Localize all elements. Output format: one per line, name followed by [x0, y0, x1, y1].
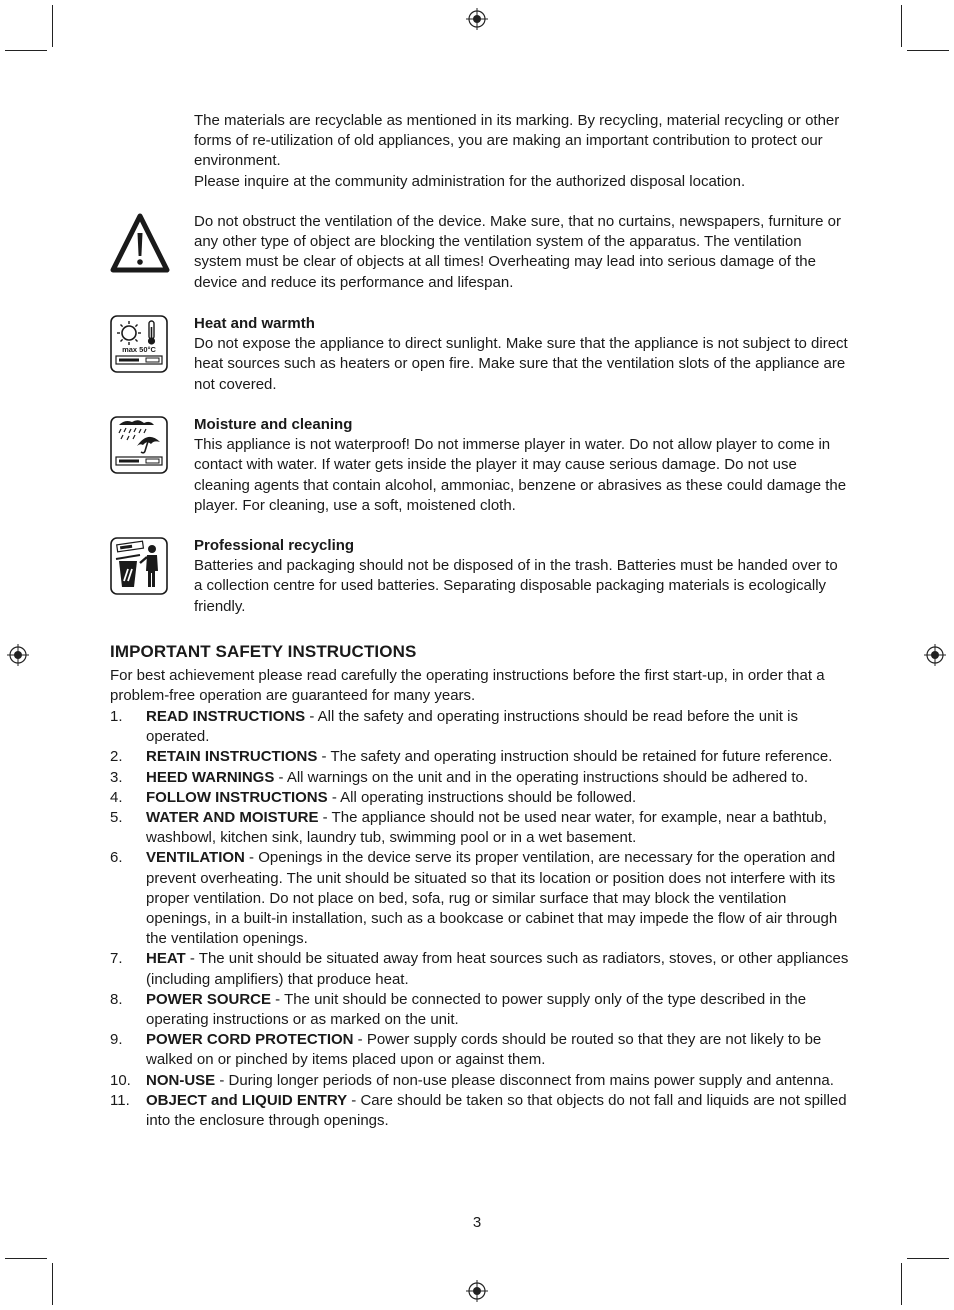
moisture-title: Moisture and cleaning — [194, 416, 353, 433]
safety-item-text: - The appliance should not be used near water, for example, near a bathtub, washbowl, kitchen sink, laundry tub, swimming pool or in a wet basement. — [146, 809, 827, 847]
safety-item-text: - All the safety and operating instructions should be read before the unit is operated. — [146, 708, 798, 746]
safety-item-text: - The unit should be connected to power supply only of the type described in the operating instructions or as marked on the unit. — [146, 990, 807, 1029]
safety-item-text: - All warnings on the unit and in the operating instructions should be adhered to. — [274, 768, 809, 786]
safety-item-keyword: HEED WARNINGS — [146, 768, 275, 786]
safety-item-body — [146, 949, 850, 989]
safety-item-text: - During longer periods of non-use please disconnect from mains power supply and antenna. — [215, 1071, 834, 1089]
safety-item-body — [146, 768, 850, 788]
heat-sun-thermometer-icon — [110, 315, 168, 373]
safety-item-keyword: POWER CORD PROTECTION — [146, 1031, 354, 1049]
safety-item-number: 2. — [110, 748, 123, 766]
safety-item-body — [146, 848, 850, 949]
registration-mark-icon — [466, 1280, 488, 1302]
crop-mark — [5, 1258, 47, 1259]
safety-item-body — [146, 747, 850, 767]
safety-item-text: - All operating instructions should be followed. — [327, 788, 637, 806]
safety-item-keyword: HEAT — [146, 950, 186, 968]
safety-item — [110, 1091, 850, 1131]
rain-umbrella-icon — [110, 416, 168, 474]
safety-intro: For best achievement please read carefully the operating instructions before the first start-up, in order that a problem-free operation are guaranteed for many years. — [110, 667, 825, 705]
safety-item — [110, 788, 850, 808]
safety-item — [110, 707, 850, 747]
registration-mark-icon — [924, 644, 946, 666]
safety-item — [110, 808, 850, 848]
heat-section — [194, 314, 849, 395]
safety-item-text: - The safety and operating instruction should be retained for future reference. — [317, 748, 833, 766]
safety-item-number: 9. — [110, 1031, 123, 1049]
registration-mark-icon — [7, 644, 29, 666]
trash-recycling-person-icon — [110, 537, 168, 595]
safety-item-number: 6. — [110, 849, 123, 867]
safety-item-keyword: VENTILATION — [146, 849, 245, 867]
crop-mark — [901, 1263, 902, 1305]
safety-item-keyword: RETAIN INSTRUCTIONS — [146, 748, 318, 766]
safety-item — [110, 747, 850, 767]
safety-item — [110, 1071, 850, 1091]
safety-item-number: 10. — [110, 1071, 131, 1089]
ventilation-section — [194, 212, 849, 293]
safety-item — [110, 990, 850, 1030]
safety-item-keyword: FOLLOW INSTRUCTIONS — [146, 788, 328, 806]
safety-item-number: 11. — [110, 1091, 130, 1109]
crop-mark — [901, 5, 902, 47]
moisture-text: This appliance is not waterproof! Do not immerse player in water. Do not allow player to come in contact with water. If water gets inside the player it may cause serious damage. Do not use cleaning agents that contain alcohol, ammoniac, benzene or abrasives as these could damage the player. For cleaning, use a soft, moistened cloth. — [194, 436, 847, 514]
safety-item — [110, 848, 850, 949]
safety-item-text: - Openings in the device serve its proper ventilation, are necessary for the operation and prevent overheating. The unit should be situated so that its location or position does not interfere with its proper ventilation. Do not place on bed, sofa, rug or similar surface that may block the ventilation openings, in a built-in installation, such as a bookcase or cabinet that may impede the flow of air through the ventilation openings. — [146, 849, 838, 948]
safety-item-body — [146, 1091, 850, 1131]
safety-item-number: 5. — [110, 809, 123, 827]
crop-mark — [907, 50, 949, 51]
disposal-location-text: Please inquire at the community administration for the authorized disposal location. — [194, 172, 746, 190]
page-number: 3 — [472, 1214, 482, 1231]
heat-title: Heat and warmth — [194, 315, 315, 332]
recycling-text: Batteries and packaging should not be disposed of in the trash. Batteries must be handed over to a collection centre for used batteries. Separating disposable packaging materials is ecologically friendly. — [194, 557, 838, 615]
ventilation-text: Do not obstruct the ventilation of the device. Make sure, that no curtains, newspapers, furniture or any other type of object are blocking the ventilation system of the apparatus. The ventilation system must be clear of objects at all times! Overheating may lead into serious damage of the device and reduce its performance and lifespan. — [194, 213, 842, 291]
safety-item-number: 1. — [110, 708, 123, 725]
safety-item-body — [146, 1071, 850, 1091]
registration-mark-icon — [466, 8, 488, 30]
safety-item-number: 7. — [110, 950, 123, 968]
safety-item-number: 4. — [110, 788, 123, 806]
recycling-title: Professional recycling — [194, 537, 355, 554]
safety-item-keyword: WATER AND MOISTURE — [146, 809, 319, 827]
crop-mark — [5, 50, 47, 51]
safety-item-body — [146, 707, 850, 747]
safety-item-body — [146, 808, 850, 848]
recycling-intro-text: The materials are recyclable as mentioned in its marking. By recycling, material recycling or other forms of re-utilization of old appliances, you are making an important contribution to protect our environment. — [194, 112, 840, 170]
moisture-section — [194, 415, 849, 516]
safety-item-number: 3. — [110, 768, 123, 786]
recycling-intro — [194, 111, 849, 192]
safety-instructions-list — [110, 707, 850, 1131]
recycling-section — [194, 536, 849, 617]
safety-item-keyword: READ INSTRUCTIONS — [146, 708, 306, 725]
safety-item-number: 8. — [110, 990, 123, 1008]
safety-item-keyword: POWER SOURCE — [146, 990, 272, 1008]
safety-item-body — [146, 788, 850, 808]
crop-mark — [52, 5, 53, 47]
safety-item-body — [146, 990, 850, 1030]
safety-item-text: - Care should be taken so that objects do not fall and liquids are not spilled into the enclosure through openings. — [146, 1091, 847, 1130]
heat-text: Do not expose the appliance to direct sunlight. Make sure that the appliance is not subject to direct heat sources such as heaters or open fire. Make sure that the ventilation slots of the appliance are not covered. — [194, 335, 848, 393]
safety-item-text: - Power supply cords should be routed so that they are not likely to be walked on or pinched by items placed upon or against them. — [146, 1031, 822, 1069]
max-temp-label: max 50°C — [122, 345, 156, 354]
crop-mark — [907, 1258, 949, 1259]
safety-item — [110, 1030, 850, 1070]
safety-heading: IMPORTANT SAFETY INSTRUCTIONS — [110, 642, 417, 661]
safety-item-body — [146, 1030, 850, 1070]
warning-triangle-icon — [110, 213, 170, 273]
safety-item-text: - The unit should be situated away from heat sources such as radiators, stoves, or other appliances (including amplifiers) that produce heat. — [146, 950, 849, 988]
safety-item-keyword: NON-USE — [146, 1071, 216, 1089]
safety-item-keyword: OBJECT and LIQUID ENTRY — [146, 1091, 348, 1109]
safety-item — [110, 949, 850, 989]
crop-mark — [52, 1263, 53, 1305]
safety-item — [110, 768, 850, 788]
